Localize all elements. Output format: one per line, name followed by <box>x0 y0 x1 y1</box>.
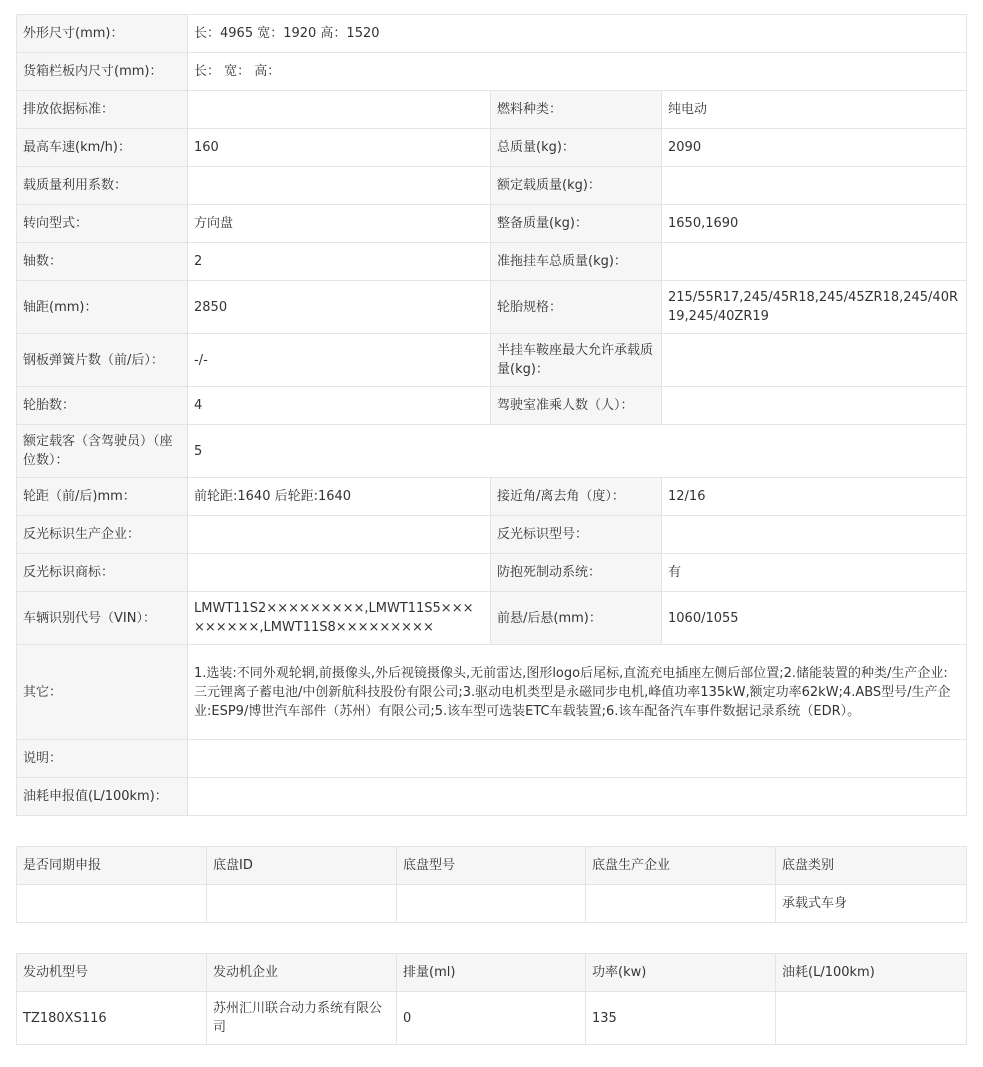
other-label: 其它： <box>17 645 188 740</box>
engine-header-row <box>17 954 967 992</box>
chassis-type-value: 承载式车身 <box>776 885 967 923</box>
overhang-value: 1060/1055 <box>662 592 967 645</box>
wheelbase-value: 2850 <box>188 281 491 334</box>
chassis-id-value <box>207 885 397 923</box>
reflector-maker-value <box>188 516 491 554</box>
spec-row-emission-fuel <box>17 91 967 129</box>
steering-value: 方向盘 <box>188 205 491 243</box>
load-utilization-value <box>188 167 491 205</box>
abs-label: 防抱死制动系统： <box>491 554 662 592</box>
angles-label: 接近角/离去角（度）： <box>491 478 662 516</box>
engine-header-power: 功率(kw) <box>586 954 776 992</box>
tire-count-label: 轮胎数： <box>17 387 188 425</box>
spec-row-fuel-consumption <box>17 778 967 816</box>
cab-occupants-label: 驾驶室准乘人数（人）： <box>491 387 662 425</box>
spec-row-steering-curb <box>17 205 967 243</box>
spec-row-tires-cab <box>17 387 967 425</box>
engine-power-value: 135 <box>586 992 776 1045</box>
chassis-header-row <box>17 847 967 885</box>
dimensions-value: 长：4965 宽：1920 高：1520 <box>188 15 967 53</box>
engine-header-maker: 发动机企业 <box>207 954 397 992</box>
engine-header-consumption: 油耗(L/100km) <box>776 954 967 992</box>
total-mass-value: 2090 <box>662 129 967 167</box>
fifth-wheel-label: 半挂车鞍座最大允许承载质量(kg)： <box>491 334 662 387</box>
reflector-model-value <box>662 516 967 554</box>
fifth-wheel-value <box>662 334 967 387</box>
chassis-model-value <box>397 885 586 923</box>
chassis-concurrent-value <box>17 885 207 923</box>
load-utilization-label: 载质量利用系数： <box>17 167 188 205</box>
cab-occupants-value <box>662 387 967 425</box>
spec-row-vin-overhang <box>17 592 967 645</box>
spec-row-passengers <box>17 425 967 478</box>
cargo-box-value: 长： 宽： 高： <box>188 53 967 91</box>
reflector-brand-value <box>188 554 491 592</box>
angles-value: 12/16 <box>662 478 967 516</box>
total-mass-label: 总质量(kg)： <box>491 129 662 167</box>
spec-row-reflector-brand <box>17 554 967 592</box>
axles-label: 轴数： <box>17 243 188 281</box>
rated-load-value <box>662 167 967 205</box>
chassis-header-concurrent: 是否同期申报 <box>17 847 207 885</box>
overhang-label: 前悬/后悬(mm)： <box>491 592 662 645</box>
engine-data-row <box>17 992 967 1045</box>
note-label: 说明： <box>17 740 188 778</box>
rated-load-label: 额定载质量(kg)： <box>491 167 662 205</box>
note-value <box>188 740 967 778</box>
curb-mass-label: 整备质量(kg)： <box>491 205 662 243</box>
spec-row-cargo-box <box>17 53 967 91</box>
fuel-type-label: 燃料种类： <box>491 91 662 129</box>
chassis-data-row <box>17 885 967 923</box>
abs-value: 有 <box>662 554 967 592</box>
spec-row-other <box>17 645 967 740</box>
leaf-springs-value: -/- <box>188 334 491 387</box>
track-value: 前轮距:1640 后轮距:1640 <box>188 478 491 516</box>
reflector-model-label: 反光标识型号： <box>491 516 662 554</box>
emission-standard-label: 排放依据标准： <box>17 91 188 129</box>
chassis-header-type: 底盘类别 <box>776 847 967 885</box>
fuel-type-value: 纯电动 <box>662 91 967 129</box>
spec-row-reflector-maker <box>17 516 967 554</box>
chassis-table <box>16 846 967 923</box>
chassis-maker-value <box>586 885 776 923</box>
engine-header-displacement: 排量(ml) <box>397 954 586 992</box>
rated-passengers-label: 额定载客（含驾驶员）（座位数）： <box>17 425 188 478</box>
reflector-maker-label: 反光标识生产企业： <box>17 516 188 554</box>
engine-header-model: 发动机型号 <box>17 954 207 992</box>
trailer-mass-label: 准拖挂车总质量(kg)： <box>491 243 662 281</box>
spec-row-note <box>17 740 967 778</box>
chassis-header-id: 底盘ID <box>207 847 397 885</box>
tire-spec-label: 轮胎规格： <box>491 281 662 334</box>
other-value: 1.选装:不同外观轮辋,前摄像头,外后视镜摄像头,无前雷达,图形logo后尾标,直流充电插座左侧后部位置;2.储能装置的种类/生产企业:三元锂离子蓄电池/中创新航科技股份有限公司;3.驱动电机类型是永磁同步电机,峰值功率135kW,额定功率62kW;4.ABS型号/生产企业:ESP9/博世汽车部件（苏州）有限公司;5.该车型可选装ETC车载装置;6.该车配备汽车事件数据记录系统（EDR）。 <box>188 645 967 740</box>
spec-row-wheelbase-tires <box>17 281 967 334</box>
engine-maker-value: 苏州汇川联合动力系统有限公司 <box>207 992 397 1045</box>
fuel-consumption-label: 油耗申报值(L/100km)： <box>17 778 188 816</box>
wheelbase-label: 轴距(mm)： <box>17 281 188 334</box>
engine-table <box>16 953 967 1045</box>
tire-spec-value: 215/55R17,245/45R18,245/45ZR18,245/40R19,245/40ZR19 <box>662 281 967 334</box>
vehicle-spec-table <box>16 14 967 816</box>
spec-row-track-angles <box>17 478 967 516</box>
max-speed-label: 最高车速(km/h)： <box>17 129 188 167</box>
engine-displacement-value: 0 <box>397 992 586 1045</box>
reflector-brand-label: 反光标识商标： <box>17 554 188 592</box>
trailer-mass-value <box>662 243 967 281</box>
vin-value: LMWT11S2×××××××××,LMWT11S5×××××××××,LMWT11S8××××××××× <box>188 592 491 645</box>
vin-label: 车辆识别代号（VIN）： <box>17 592 188 645</box>
leaf-springs-label: 钢板弹簧片数（前/后）： <box>17 334 188 387</box>
spec-row-dimensions <box>17 15 967 53</box>
rated-passengers-value: 5 <box>188 425 967 478</box>
track-label: 轮距（前/后)mm： <box>17 478 188 516</box>
fuel-consumption-value <box>188 778 967 816</box>
spec-row-speed-mass <box>17 129 967 167</box>
engine-model-value: TZ180XS116 <box>17 992 207 1045</box>
cargo-box-label: 货箱栏板内尺寸(mm)： <box>17 53 188 91</box>
emission-standard-value <box>188 91 491 129</box>
axles-value: 2 <box>188 243 491 281</box>
steering-label: 转向型式： <box>17 205 188 243</box>
dimensions-label: 外形尺寸(mm)： <box>17 15 188 53</box>
chassis-header-model: 底盘型号 <box>397 847 586 885</box>
engine-consumption-value <box>776 992 967 1045</box>
curb-mass-value: 1650,1690 <box>662 205 967 243</box>
tire-count-value: 4 <box>188 387 491 425</box>
chassis-header-maker: 底盘生产企业 <box>586 847 776 885</box>
spec-row-axles-trailer <box>17 243 967 281</box>
spec-row-load <box>17 167 967 205</box>
spec-row-springs-saddle <box>17 334 967 387</box>
max-speed-value: 160 <box>188 129 491 167</box>
